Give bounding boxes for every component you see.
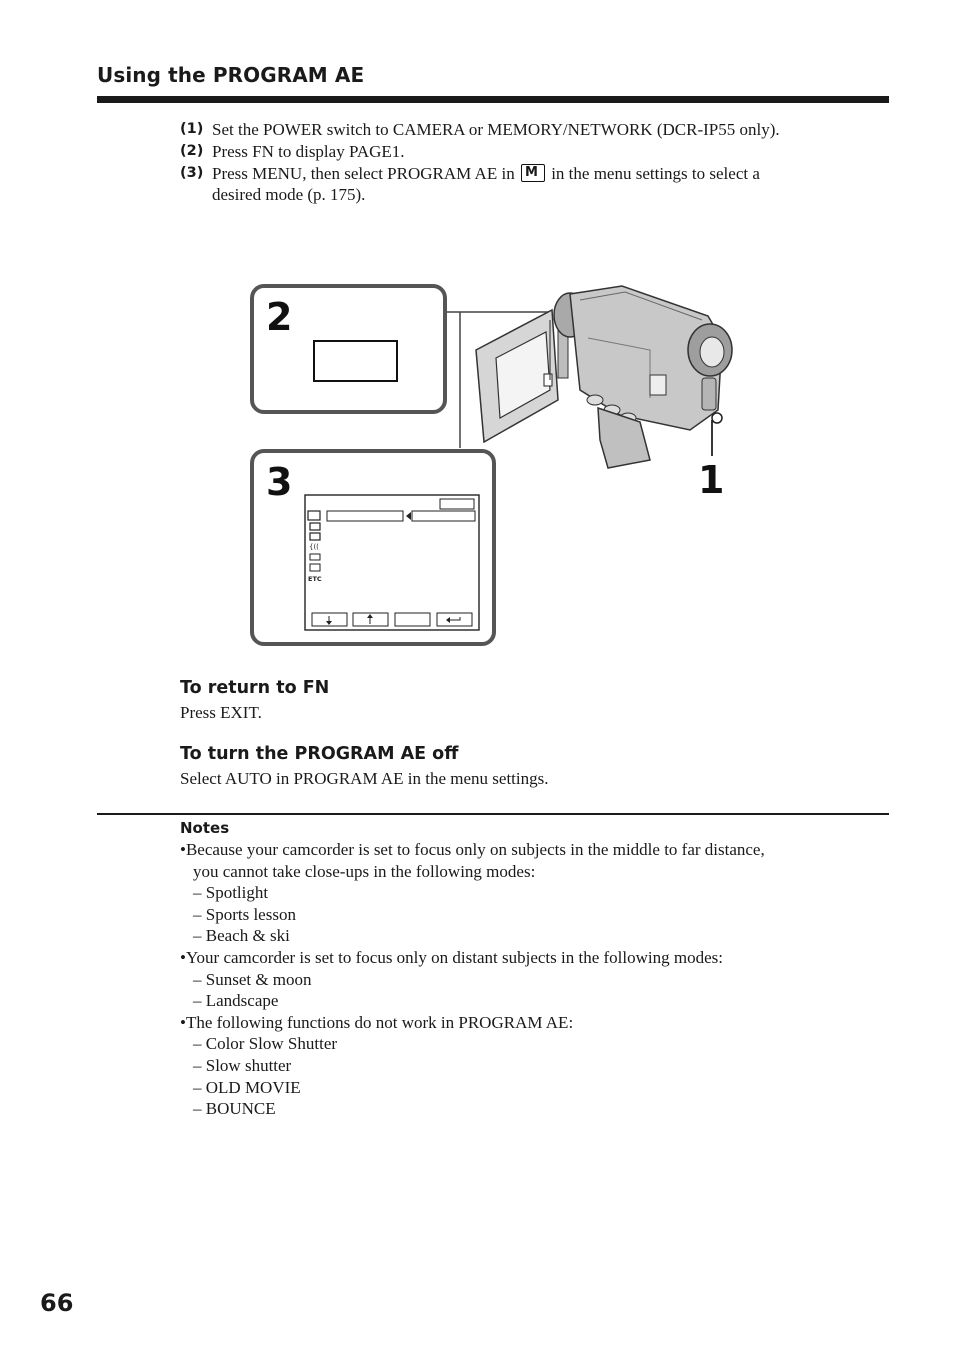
- menu-icon-tape: [310, 533, 320, 540]
- note-line: – Spotlight: [193, 883, 269, 903]
- step-3-text: [212, 163, 892, 184]
- callout-number-2: 2: [266, 295, 293, 339]
- notes-title: Notes: [180, 819, 230, 837]
- note-line: – Beach & ski: [193, 926, 290, 946]
- return-section-title: To return to FN: [180, 678, 330, 698]
- manual-menu-icon: [521, 164, 545, 182]
- menu-item-highlight: [327, 511, 403, 521]
- note-line: •Your camcorder is set to focus only on distant subjects in the following modes:: [180, 947, 723, 967]
- step-1-number: (1): [180, 121, 204, 137]
- note-line: – Color Slow Shutter: [193, 1034, 338, 1054]
- page-number: 66: [40, 1289, 74, 1317]
- step-3-text-after: in the menu settings to select a: [551, 164, 760, 183]
- menu-icon-memory: [310, 564, 320, 571]
- off-section-title: To turn the PROGRAM AE off: [180, 744, 459, 764]
- note-line: – BOUNCE: [193, 1099, 276, 1119]
- menu-icon-display: [310, 554, 320, 560]
- step-1-text: Set the POWER switch to CAMERA or MEMORY/NETWORK (DCR-IP55 only).: [212, 120, 780, 139]
- menu-button-box: [314, 341, 397, 381]
- step-3-text-before: Press MENU, then select PROGRAM AE in: [212, 164, 515, 183]
- camcorder-body: [476, 286, 732, 468]
- note-line: – Landscape: [193, 991, 279, 1011]
- camcorder-illustration: [240, 280, 760, 660]
- step-3-text-line2: desired mode (p. 175).: [212, 185, 366, 204]
- callout-number-1: 1: [698, 458, 725, 502]
- menu-page-tab: [440, 499, 474, 509]
- callout-number-3: 3: [266, 460, 293, 504]
- off-section-text: Select AUTO in PROGRAM AE in the menu settings.: [180, 769, 549, 788]
- menu-icon-camera: [310, 523, 320, 530]
- note-line: – Sunset & moon: [193, 969, 312, 989]
- note-line: – Slow shutter: [193, 1055, 292, 1075]
- menu-icon-manual: [308, 511, 320, 520]
- note-line: – Sports lesson: [193, 904, 296, 924]
- step-3-number: (3): [180, 165, 204, 181]
- note-line: – OLD MOVIE: [193, 1077, 301, 1097]
- menu-value-box: [412, 511, 475, 521]
- return-section-text: Press EXIT.: [180, 703, 262, 722]
- step-2-text: Press FN to display PAGE1.: [212, 142, 405, 161]
- menu-etc-label: ETC: [308, 575, 322, 583]
- step-2-number: (2): [180, 143, 204, 159]
- note-line: •Because your camcorder is set to focus only on subjects in the middle to far distance,: [180, 840, 765, 859]
- notes-rule: [97, 813, 889, 815]
- note-line: •The following functions do not work in PROGRAM AE:: [180, 1012, 574, 1032]
- note-line: you cannot take close-ups in the following modes:: [193, 861, 536, 881]
- menu-exec-button: [395, 613, 430, 626]
- menu-icon-audio: {((: [309, 543, 319, 551]
- section-title: Using the PROGRAM AE: [97, 63, 365, 87]
- header-rule: [97, 96, 889, 103]
- notes-list: [180, 839, 880, 1120]
